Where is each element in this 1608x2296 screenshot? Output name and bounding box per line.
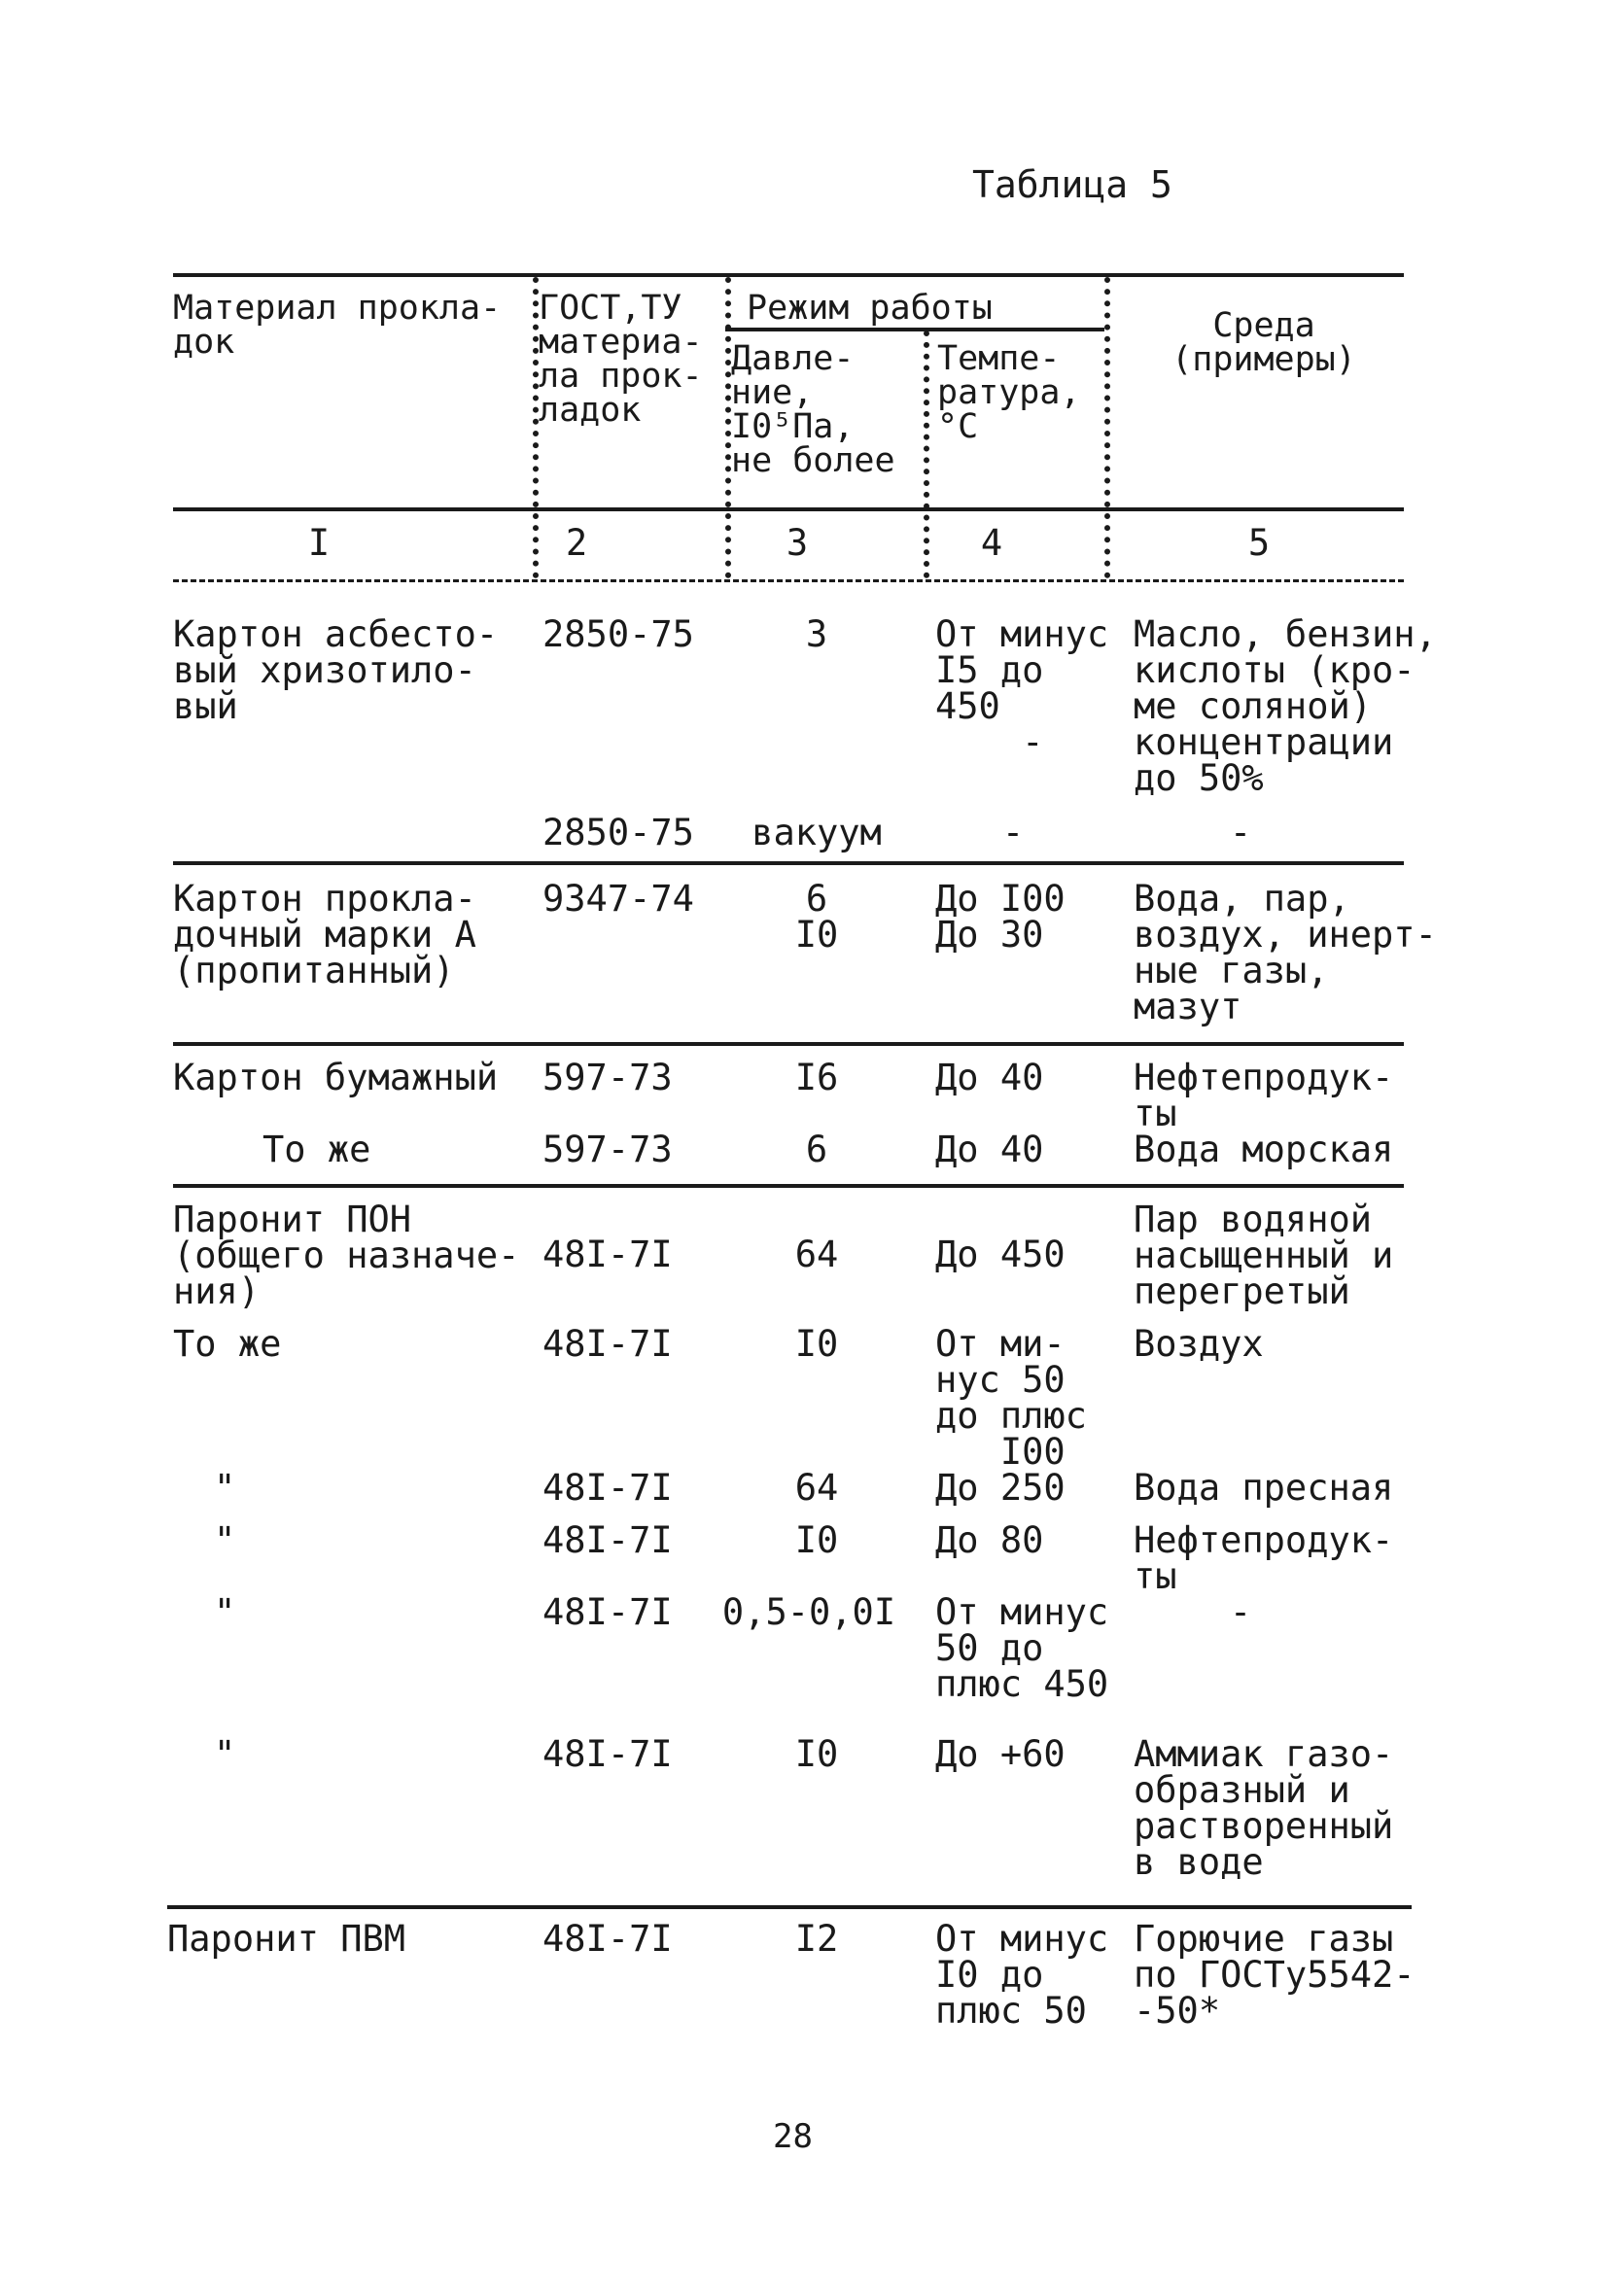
header-medium: Среда (примеры) [1171, 306, 1356, 379]
row-10-pressure: 0,5-0,0I [721, 1591, 896, 1633]
row-9-material: " [214, 1519, 236, 1561]
header-bottom-rule [173, 507, 1404, 511]
row-12-material: Паронит ПВМ [167, 1918, 406, 1960]
row-3-medium: Вода, пар, воздух, инерт- ные газы, мазут [1134, 878, 1437, 1027]
column-separator-3 [924, 330, 929, 578]
row-7-temperature: От ми- нус 50 до плюс I00 [935, 1323, 1087, 1473]
row-10-gost: 48I-7I [542, 1591, 673, 1633]
table-title: Таблица 5 [972, 163, 1172, 206]
row-10-material: " [214, 1591, 236, 1633]
row-1-temperature: От минус I5 до 450 - [935, 613, 1109, 763]
row-9-medium: Нефтепродук- ты [1134, 1519, 1394, 1597]
table-top-rule [173, 273, 1404, 277]
header-mode: Режим работы [747, 289, 993, 328]
row-3-pressure: 6 I0 [794, 878, 839, 956]
row-8-medium: Вода пресная [1134, 1467, 1394, 1509]
row-4-pressure: I6 [794, 1057, 839, 1098]
row-1-pressure: 3 [805, 613, 828, 655]
row-11-medium: Аммиак газо- образный и растворенный в воде [1134, 1733, 1394, 1883]
row-3-temperature: До I00 До 30 [935, 878, 1066, 956]
row-9-temperature: До 80 [935, 1519, 1044, 1561]
row-5-medium: Вода морская [1134, 1129, 1394, 1170]
row-8-gost: 48I-7I [542, 1467, 673, 1509]
row-8-material: " [214, 1467, 236, 1509]
row-11-rule [167, 1905, 1412, 1909]
column-number-2: 2 [565, 522, 588, 564]
row-8-pressure: 64 [794, 1467, 839, 1509]
row-3-gost: 9347-74 [542, 878, 694, 920]
column-number-1: I [307, 522, 331, 564]
row-5-rule [173, 1184, 1404, 1188]
mode-underline [725, 328, 1104, 331]
row-3-material: Картон прокла- дочный марки А (пропитанный) [173, 878, 476, 991]
row-10-temperature: От минус 50 до плюс 450 [935, 1591, 1109, 1705]
row-2-temperature: - [1001, 812, 1025, 853]
row-4-material: Картон бумажный [173, 1057, 499, 1098]
row-12-temperature: От минус I0 до плюс 50 [935, 1918, 1109, 2032]
row-5-pressure: 6 [805, 1129, 828, 1170]
row-12-pressure: I2 [794, 1918, 839, 1960]
row-11-pressure: I0 [794, 1733, 839, 1775]
row-6-gost: 48I-7I [542, 1234, 673, 1275]
row-11-material: " [214, 1733, 236, 1775]
row-10-medium: - [1229, 1591, 1252, 1633]
row-11-temperature: До +60 [935, 1733, 1066, 1775]
row-2-gost: 2850-75 [542, 812, 694, 853]
column-number-5: 5 [1247, 522, 1271, 564]
row-8-temperature: До 250 [935, 1467, 1066, 1509]
row-3-rule [173, 1042, 1404, 1046]
row-4-gost: 597-73 [542, 1057, 673, 1098]
row-12-medium: Горючие газы по ГОСТу5542- -50* [1134, 1918, 1416, 2032]
row-7-gost: 48I-7I [542, 1323, 673, 1365]
row-5-temperature: До 40 [935, 1129, 1044, 1170]
row-1-medium: Масло, бензин, кислоты (кро- ме соляной) концентрации до 50% [1134, 613, 1437, 799]
row-12-gost: 48I-7I [542, 1918, 673, 1960]
column-separator-4 [1104, 277, 1110, 578]
row-5-gost: 597-73 [542, 1129, 673, 1170]
row-4-medium: Нефтепродук- ты [1134, 1057, 1394, 1134]
header-gost: ГОСТ,ТУ материа- ла прок- ладок [539, 289, 703, 430]
header-material: Материал прокла- док [173, 289, 502, 362]
row-2-medium: - [1229, 812, 1252, 853]
row-2-pressure: вакуум [752, 812, 882, 853]
row-9-gost: 48I-7I [542, 1519, 673, 1561]
header-pressure: Давле- ние, I0⁵Па, не более [731, 339, 895, 480]
row-7-medium: Воздух [1134, 1323, 1264, 1365]
row-9-pressure: I0 [794, 1519, 839, 1561]
row-7-pressure: I0 [794, 1323, 839, 1365]
row-4-temperature: До 40 [935, 1057, 1044, 1098]
row-5-material: То же [262, 1129, 371, 1170]
page-number: 28 [773, 2117, 813, 2156]
row-6-medium: Пар водяной насыщенный и перегретый [1134, 1199, 1394, 1312]
row-6-material: Паронит ПОН (общего назначе- ния) [173, 1199, 520, 1312]
column-number-3: 3 [786, 522, 809, 564]
column-numbers-rule [173, 579, 1404, 582]
row-6-temperature: До 450 [935, 1234, 1066, 1275]
row-6-pressure: 64 [794, 1234, 839, 1275]
row-1-material: Картон асбесто- вый хризотило- вый [173, 613, 499, 727]
row-11-gost: 48I-7I [542, 1733, 673, 1775]
header-temperature: Темпе- ратура, °C [937, 339, 1081, 446]
column-number-4: 4 [980, 522, 1003, 564]
row-2-rule [173, 861, 1404, 865]
row-1-gost: 2850-75 [542, 613, 694, 655]
row-7-material: То же [173, 1323, 282, 1365]
